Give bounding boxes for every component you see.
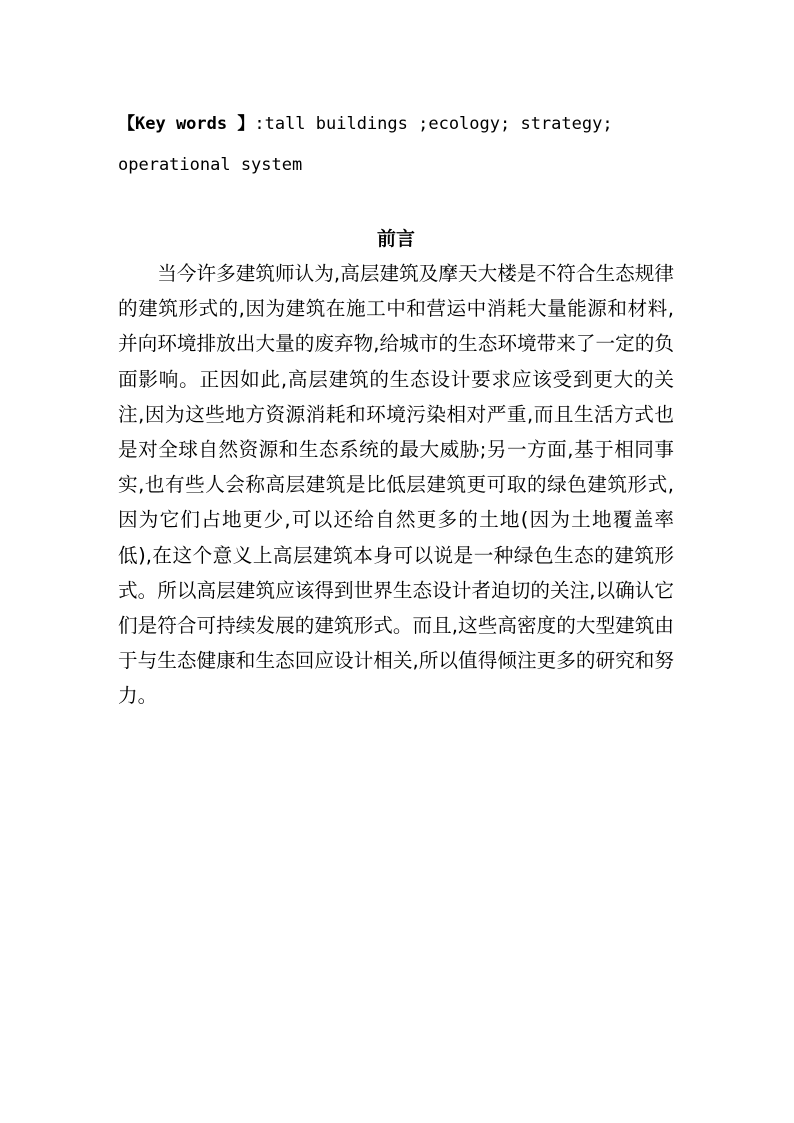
keywords-label: 【Key words 】 <box>118 114 255 134</box>
keywords-text: :tall buildings ;ecology; strategy; operational system <box>118 114 623 175</box>
section-title: 前言 <box>376 228 415 250</box>
body-paragraph: 当今许多建筑师认为,高层建筑及摩天大楼是不符合生态规律的建筑形式的,因为建筑在施工中和营运中消耗大量能源和材料,并向环境排放出大量的废弃物,给城市的生态环境带来了一定的负面影响。正因如此,高层建筑的生态设计要求应该受到更大的关注,因为这些地方资源消耗和环境污染相对严重,而且生活方式也是对全球自然资源和生态系统的最大威胁;另一方面,基于相同事实,也有些人会称高层建筑是比低层建筑更可取的绿色建筑形式,因为它们占地更少,可以还给自然更多的土地(因为土地覆盖率低),在这个意义上高层建筑本身可以说是一种绿色生态的建筑形式。所以高层建筑应该得到世界生态设计者迫切的关注,以确认它们是符合可持续发展的建筑形式。而且,这些高密度的大型建筑由于与生态健康和生态回应设计相关,所以值得倾注更多的研究和努力。 <box>118 262 674 708</box>
keywords-line <box>118 104 678 186</box>
